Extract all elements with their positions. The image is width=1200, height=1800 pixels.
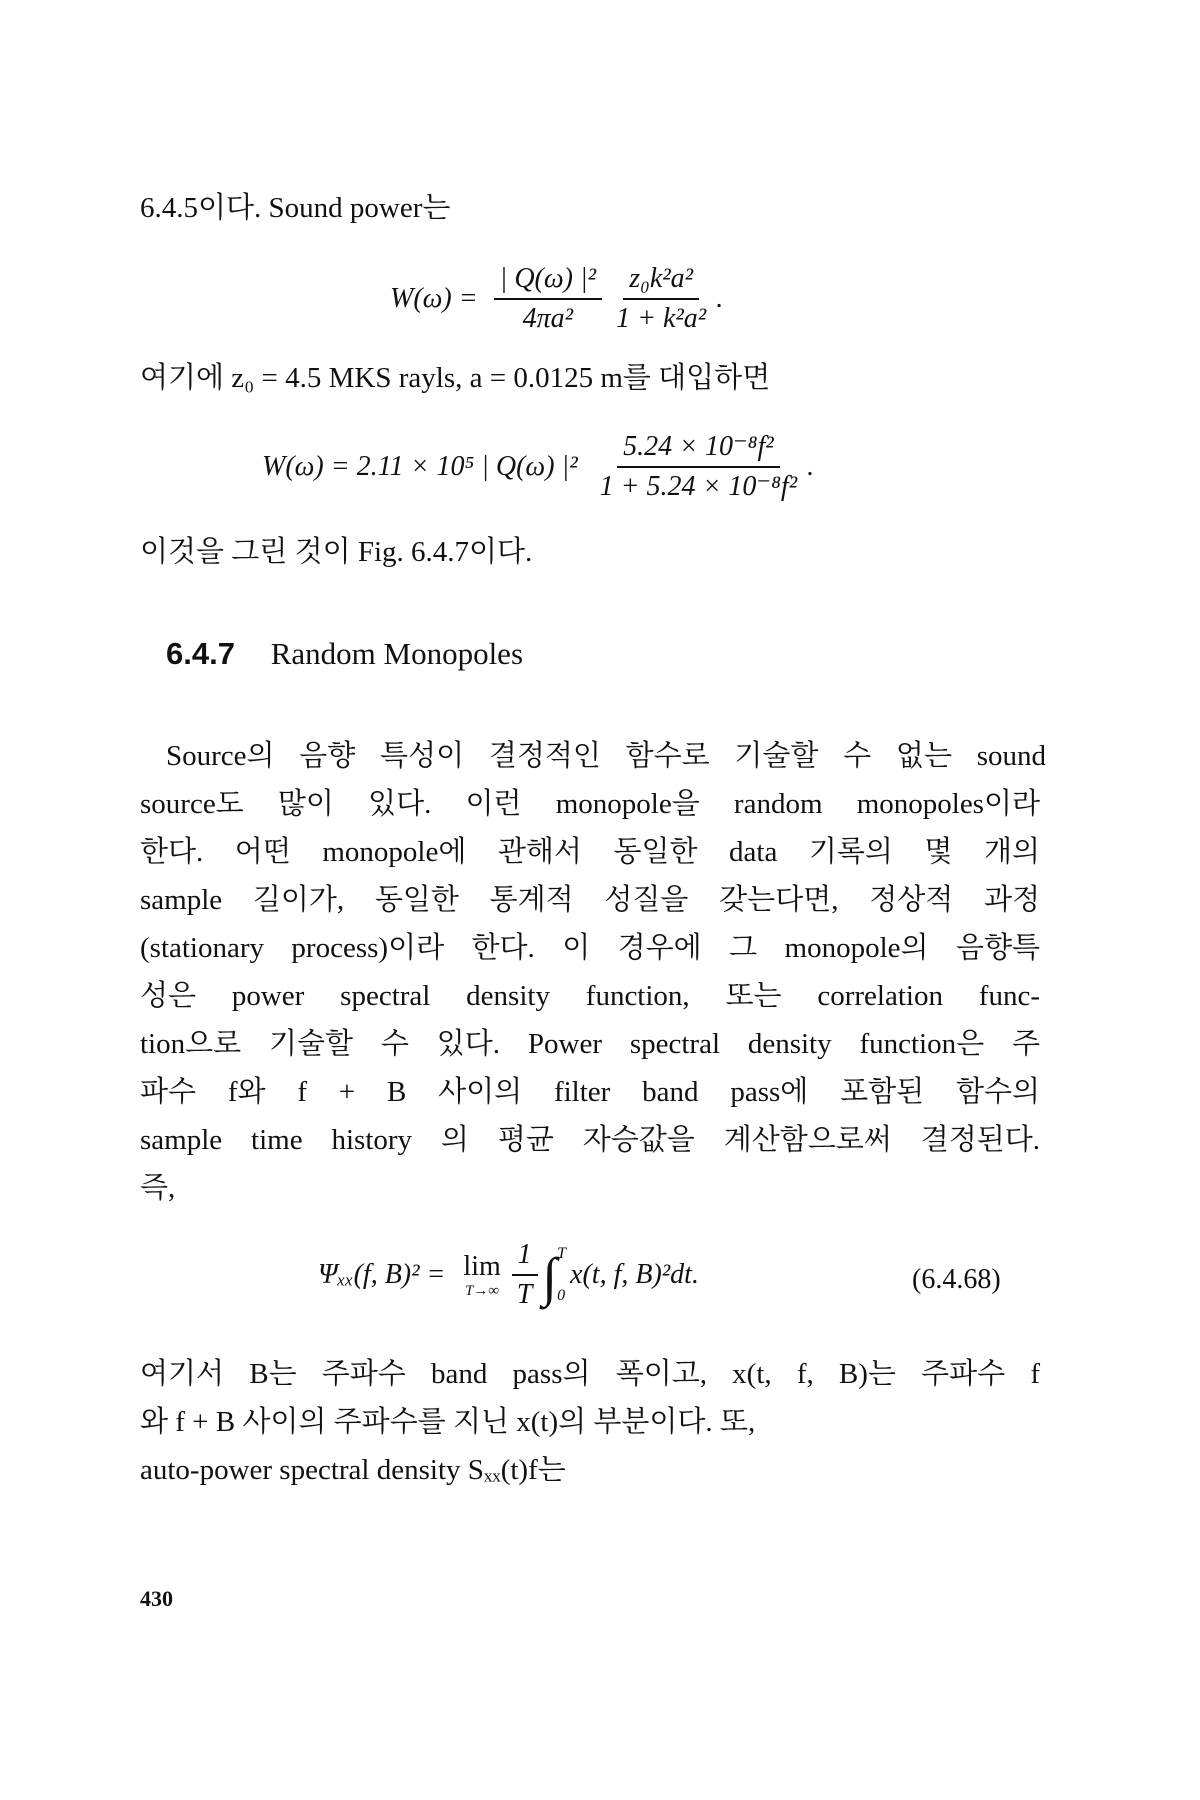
- paragraph-line: sample 길이가, 동일한 통계적 성질을 갖는다면, 정상적 과정: [140, 884, 1040, 916]
- paragraph-line: 성은 power spectral density function, 또는 correlation func-: [140, 980, 1040, 1012]
- limit: [463, 1251, 500, 1300]
- equation-w-omega: [262, 430, 814, 504]
- integral-lower: 0: [557, 1287, 566, 1304]
- fraction-numerator: 5.24 × 10⁻⁸f²: [617, 430, 780, 468]
- paragraph-line: 한다. 어떤 monopole에 관해서 동일한 data 기록의 몇 개의: [140, 836, 1040, 868]
- text-line: 와 f + B 사이의 주파수를 지닌 x(t)의 부분이다. 또,: [140, 1406, 756, 1438]
- fraction-numerator: z₀k²a²: [623, 262, 699, 300]
- fraction-denominator: 4πa²: [522, 303, 574, 334]
- fraction-denominator: 1 + 5.24 × 10⁻⁸f²: [599, 471, 798, 502]
- fraction-numerator: | Q(ω) |²: [494, 262, 602, 300]
- paragraph-line: Source의 음향 특성이 결정적인 함수로 기술할 수 없는 sound: [166, 740, 1046, 772]
- limit-subscript: T→∞: [465, 1282, 500, 1299]
- equation-lhs: W(ω) = 2.11 × 10⁵ | Q(ω) |²: [262, 451, 578, 482]
- equation-end: .: [807, 451, 815, 482]
- text-line: 이것을 그린 것이 Fig. 6.4.7이다.: [140, 536, 533, 568]
- equation-psi: [318, 1238, 699, 1312]
- section-heading: [166, 636, 523, 672]
- fraction-denominator: T: [516, 1279, 533, 1310]
- fraction: [610, 262, 712, 336]
- paragraph-line: 즉,: [140, 1172, 176, 1204]
- paragraph-line: (stationary process)이라 한다. 이 경우에 그 monopole의 음향특: [140, 932, 1040, 964]
- fraction: [511, 1238, 539, 1312]
- section-title: Random Monopoles: [270, 636, 524, 671]
- equation-lhs: W(ω) =: [390, 283, 478, 314]
- paragraph-line: sample time history 의 평균 자승값을 계산함으로써 결정된다.: [140, 1124, 1040, 1156]
- paragraph-line: 파수 f와 f + B 사이의 filter band pass에 포함된 함수의: [140, 1076, 1040, 1108]
- text-line: 여기서 B는 주파수 band pass의 폭이고, x(t, f, B)는 주파수 f: [140, 1358, 1040, 1390]
- integral-limits: [557, 1245, 566, 1305]
- equation-sound-power: [390, 262, 723, 336]
- equation-number: (6.4.68): [912, 1264, 1001, 1295]
- fraction: [494, 262, 602, 336]
- equation-lhs: Ψₓₓ(f, B)² =: [318, 1259, 446, 1290]
- limit-text: lim: [463, 1250, 501, 1282]
- paragraph-line: tion으로 기술할 수 있다. Power spectral density function은 주: [140, 1028, 1040, 1060]
- text-line: 여기에 z₀ = 4.5 MKS rayls, a = 0.0125 m를 대입하면: [140, 362, 771, 394]
- fraction-denominator: 1 + k²a²: [616, 303, 707, 334]
- integral-sign-icon: ∫: [542, 1247, 558, 1307]
- page-number: 430: [140, 1586, 173, 1611]
- equation-end: .: [716, 283, 724, 314]
- paragraph-line: source도 많이 있다. 이런 monopole을 random monopoles이라: [140, 788, 1040, 820]
- fraction: [594, 430, 803, 504]
- integrand: x(t, f, B)²dt.: [570, 1259, 699, 1290]
- section-number: 6.4.7: [166, 636, 235, 671]
- text-line: auto-power spectral density Sₓₓ(t)f는: [140, 1454, 566, 1486]
- integral-upper: T: [557, 1245, 567, 1262]
- text-line: 6.4.5이다. Sound power는: [140, 192, 451, 224]
- fraction-numerator: 1: [512, 1238, 538, 1276]
